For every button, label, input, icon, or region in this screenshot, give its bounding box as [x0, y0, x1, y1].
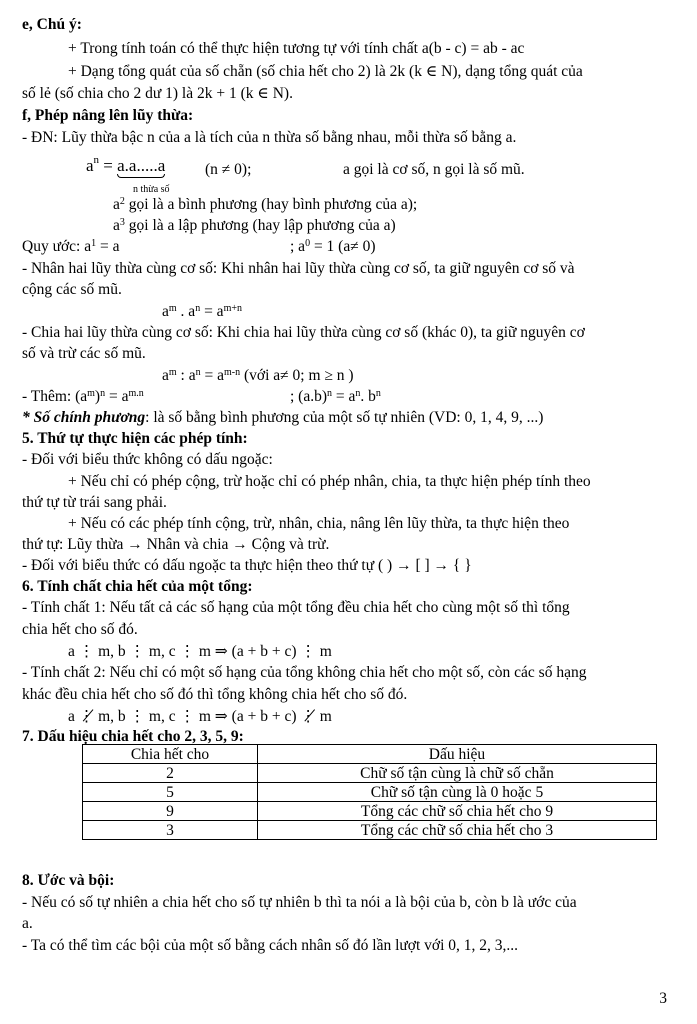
table-cell: Chữ số tận cùng là 0 hoặc 5: [258, 783, 657, 802]
mult-formula: $a^m$ . $a^n = a^{m+n}$: [162, 303, 242, 320]
cube-line: $a^3$ gọi là a lập phương (hay lập phương của a): [113, 217, 396, 234]
section-5-l3: thứ tự từ trái sang phải.: [22, 494, 167, 511]
table-cell: Tổng các chữ số chia hết cho 3: [258, 821, 657, 840]
mult-rule-1: - Nhân hai lũy thừa cùng cơ số: Khi nhân hai lũy thừa cùng cơ số, ta giữ nguyên cơ số và: [22, 260, 575, 277]
section-5-title: 5. Thứ tự thực hiện các phép tính:: [22, 430, 248, 447]
power-condition: (n ≠ 0);: [205, 161, 252, 178]
section-6-p2-1: - Tính chất 2: Nếu chỉ có một số hạng của tổng không chia hết cho một số, còn các số hạng: [22, 664, 587, 681]
power-definition: - ĐN: Lũy thừa bậc n của a là tích của n thừa số bằng nhau, mỗi thừa số bằng a.: [22, 129, 517, 146]
square-number: * Số chính phương: là số bằng bình phương của một số tự nhiên (VD: 0, 1, 4, 9, ...): [22, 409, 544, 426]
table-row: [83, 764, 657, 783]
div-rule-2: số và trừ các số mũ.: [22, 345, 146, 362]
brace-label: n thừa số: [133, 184, 170, 195]
section-8-l1: - Nếu có số tự nhiên a chia hết cho số tự nhiên b thì ta nói a là bội của b, còn b là ước của: [22, 894, 577, 911]
section-e-line2: + Dạng tổng quát của số chẵn (số chia hết cho 2) là 2k (k ∈ N), dạng tổng quát của: [68, 63, 583, 80]
extra-rule-2: ; $(a.b)^n = a^n$. $b^n$: [290, 388, 381, 405]
section-6-p1-formula: a ⋮ m, b ⋮ m, c ⋮ m ⇒ (a + b + c) ⋮ m: [68, 643, 332, 660]
table-header: Dấu hiệu: [258, 745, 657, 764]
section-5-l1: - Đối với biểu thức không có dấu ngoặc:: [22, 451, 273, 468]
div-formula: $a^m$ : $a^n = a^{m-n}$ (với a≠ 0; m ≥ n ): [162, 367, 354, 384]
table-cell: Tổng các chữ số chia hết cho 9: [258, 802, 657, 821]
section-6-p1-2: chia hết cho số đó.: [22, 621, 138, 638]
convention-a: Quy ước: $a^1 = a$: [22, 238, 120, 255]
section-8-title: 8. Ước và bội:: [22, 872, 115, 889]
section-f-title: f, Phép nâng lên lũy thừa:: [22, 107, 194, 124]
table-cell: 2: [83, 764, 258, 783]
section-e-line1: + Trong tính toán có thể thực hiện tương tự với tính chất a(b - c) = ab - ac: [68, 40, 525, 57]
table-row: [83, 821, 657, 840]
power-note: a gọi là cơ số, n gọi là số mũ.: [343, 161, 525, 178]
table-cell: Chữ số tận cùng là chữ số chẵn: [258, 764, 657, 783]
section-6-p2-2: khác đều chia hết cho số đó thì tổng không chia hết cho số đó.: [22, 686, 408, 703]
table-cell: 9: [83, 802, 258, 821]
page-number: 3: [659, 990, 667, 1007]
section-5-l6: - Đối với biểu thức có dấu ngoặc ta thực hiện theo thứ tự ( ) → [ ] → { }: [22, 557, 472, 574]
section-6-title: 6. Tính chất chia hết của một tổng:: [22, 578, 253, 595]
divisibility-table: [82, 744, 657, 840]
section-6-p2-formula: a ⋮̸ m, b ⋮ m, c ⋮ m ⇒ (a + b + c) ⋮̸ m: [68, 708, 332, 725]
section-5-l2: + Nếu chỉ có phép cộng, trừ hoặc chỉ có phép nhân, chia, ta thực hiện phép tính theo: [68, 473, 591, 490]
section-8-l3: - Ta có thể tìm các bội của một số bằng cách nhân số đó lần lượt với 0, 1, 2, 3,...: [22, 937, 519, 954]
power-formula: $a^n = a.a.....a$: [86, 155, 165, 178]
section-5-l4: + Nếu có các phép tính cộng, trừ, nhân, chia, nâng lên lũy thừa, ta thực hiện theo: [68, 515, 570, 532]
section-e-title: e, Chú ý:: [22, 16, 82, 33]
table-row: [83, 783, 657, 802]
mult-rule-2: cộng các số mũ.: [22, 281, 122, 298]
section-8-l2: a.: [22, 915, 33, 932]
extra-rule-1: - Thêm: $(a^m)^n = a^{m.n}$: [22, 388, 144, 405]
convention-b: ; $a^0 = 1$ (a≠ 0): [290, 238, 376, 255]
table-header-row: [83, 745, 657, 764]
square-line: $a^2$ gọi là a bình phương (hay bình phương của a);: [113, 196, 418, 213]
section-7-title: 7. Dấu hiệu chia hết cho 2, 3, 5, 9:: [22, 728, 244, 745]
table-cell: 5: [83, 783, 258, 802]
section-6-p1-1: - Tính chất 1: Nếu tất cả các số hạng của một tổng đều chia hết cho cùng một số thì tổng: [22, 599, 570, 616]
section-5-l5: thứ tự: Lũy thừa → Nhân và chia → Cộng và trừ.: [22, 536, 330, 553]
section-e-line3: số lẻ (số chia cho 2 dư 1) là 2k + 1 (k ∈ N).: [22, 85, 293, 102]
table-header: Chia hết cho: [83, 745, 258, 764]
table-row: [83, 802, 657, 821]
table-cell: 3: [83, 821, 258, 840]
div-rule-1: - Chia hai lũy thừa cùng cơ số: Khi chia hai lũy thừa cùng cơ số (khác 0), ta giữ nguyên cơ: [22, 324, 585, 341]
